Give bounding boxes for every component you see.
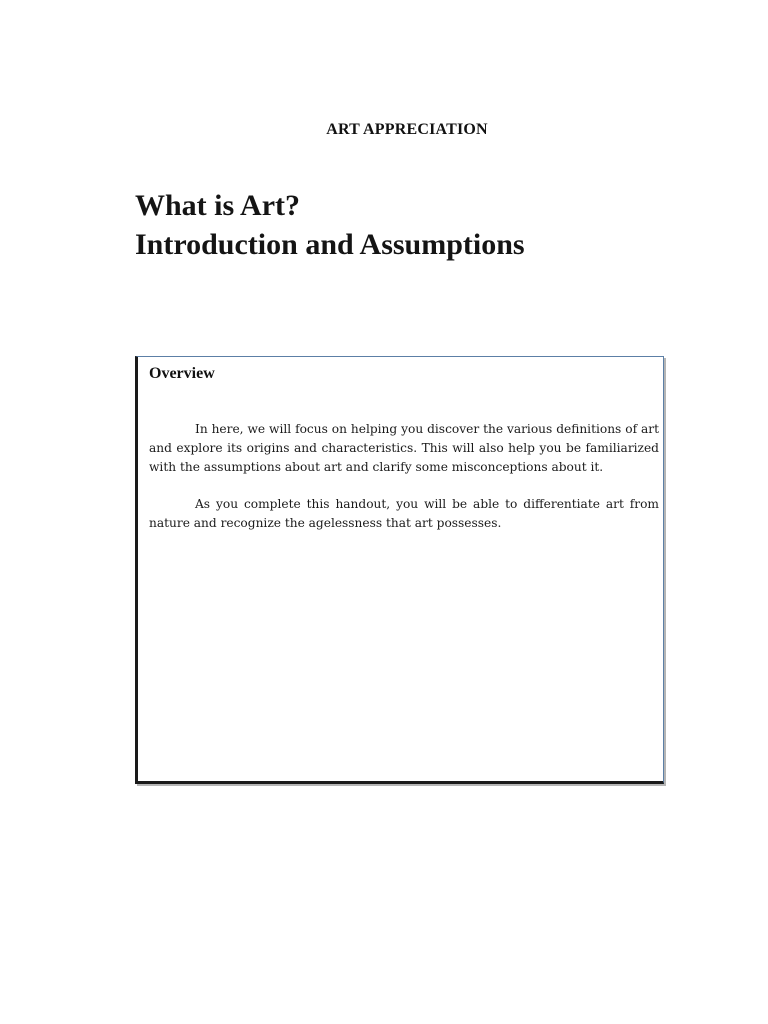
title-line-2: Introduction and Assumptions: [135, 228, 525, 261]
overview-paragraph-2: As you complete this handout, you will be able to differentiate art from nature and recognize the agelessness that art possesses.: [149, 497, 659, 530]
overview-paragraph-1: In here, we will focus on helping you discover the various definitions of art and explore its origins and characteristics. This will also help you be familiarized with the assumptions about art and clarify some misconceptions about it.: [149, 422, 659, 474]
overview-text: [149, 420, 659, 551]
overview-box: [135, 356, 664, 784]
course-label: ART APPRECIATION: [326, 121, 488, 138]
title-line-1: What is Art?: [135, 189, 300, 222]
overview-heading: Overview: [149, 365, 215, 382]
page-title: [135, 186, 525, 264]
